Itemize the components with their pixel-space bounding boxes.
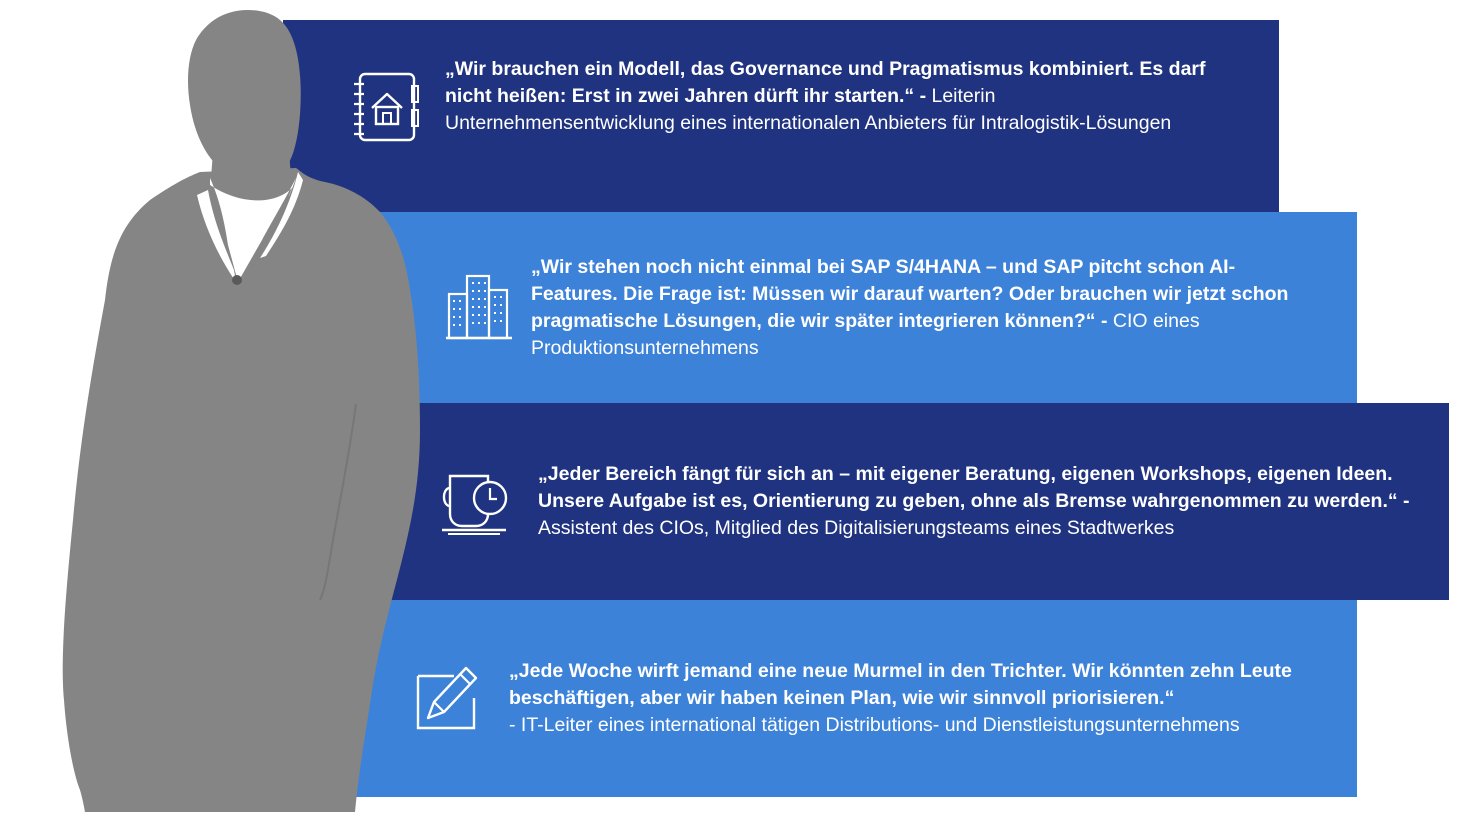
pencil-note-icon bbox=[414, 662, 486, 732]
coffee-clock-icon bbox=[440, 468, 512, 538]
buildings-icon bbox=[444, 272, 514, 342]
quote-2-source: CIO eines Produktionsunternehmens bbox=[531, 310, 1200, 359]
quote-4-text: „Jede Woche wirft jemand eine neue Murmel in den Trichter. Wir könnten zehn Leute beschäftigen, aber wir haben keinen Plan, wie wir sinnvoll priorisieren.“ bbox=[509, 660, 1292, 709]
quote-2 bbox=[531, 254, 1311, 362]
quote-3-source: Assistent des CIOs, Mitglied des Digitalisierungsteams eines Stadtwerkes bbox=[538, 517, 1175, 539]
quote-1 bbox=[445, 56, 1225, 137]
quote-4-source: - IT-Leiter eines international tätigen Distributions- und Dienstleistungsunternehmens bbox=[509, 714, 1240, 736]
quote-4 bbox=[509, 658, 1329, 739]
quote-1-text: „Wir brauchen ein Modell, das Governance und Pragmatismus kombiniert. Es darf nicht heißen: Erst in zwei Jahren dürft ihr starten.“ - bbox=[445, 58, 1206, 107]
quote-3 bbox=[538, 461, 1418, 542]
quote-2-text: „Wir stehen noch nicht einmal bei SAP S/4HANA – und SAP pitcht schon AI-Features. Die Frage ist: Müssen wir darauf warten? Oder brauchen wir jetzt schon pragmatische Lösungen, die wir später integrieren können?“ - bbox=[531, 256, 1289, 332]
address-book-icon bbox=[350, 70, 422, 144]
quote-1-source: Leiterin Unternehmensentwicklung eines internationalen Anbieters für Intralogistik-Lösungen bbox=[445, 85, 1172, 134]
quote-3-text: „Jeder Bereich fängt für sich an – mit eigener Beratung, eigenen Workshops, eigenen Ideen. Unsere Aufgabe ist es, Orientierung zu geben, ohne als Bremse wahrgenommen zu werden.“ - bbox=[538, 463, 1410, 512]
